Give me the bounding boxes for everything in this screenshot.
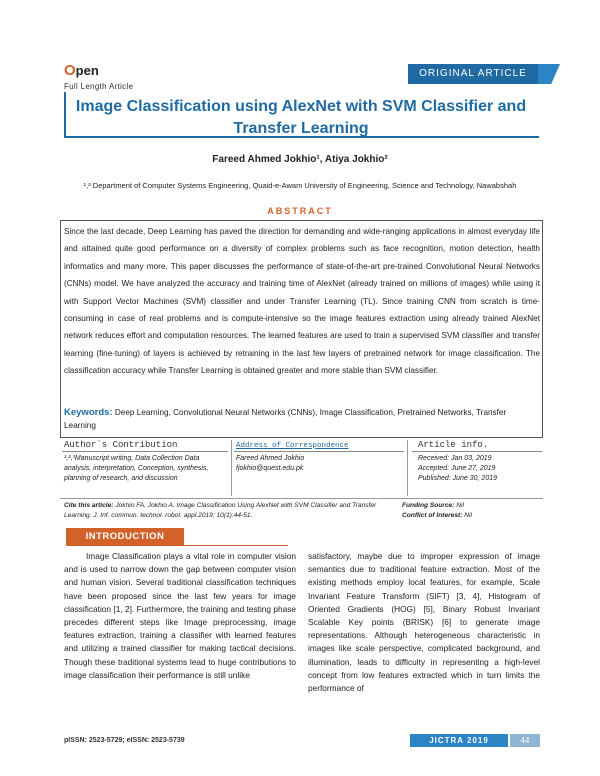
keywords-list: Deep Learning, Convolutional Neural Networks (CNNs), Image Classification, Pretrained Networks, Transfer Learning (64, 408, 507, 430)
footer-journal: JICTRA 2019 (410, 734, 508, 747)
article-info-rule (412, 451, 542, 452)
contribution-heading: Author`s Contribution (64, 440, 178, 450)
correspondence-heading[interactable]: Address of Correspondence (236, 442, 349, 450)
keywords-label: Keywords: (64, 407, 113, 418)
article-info-dates (418, 454, 542, 484)
body-right-column: satisfactory, maybe due to improper expression of image semantics due to traditional feature extraction. Most of the existing methods employ local features, for example, Scale Invariant Feature Transform (SIFT) [3, 4], Histogram of Oriented Gradients (HOG) [5], Binary Robust Invariant Scalable Key points (BRISK) [6] to generate image representations. Although heterogeneous characteristic in images like scale perspective, complicated background, and illumination, leads to difficulty in representing a high-level concept from low features extracted which in turn limits the performance of (308, 551, 540, 694)
abstract-heading: ABSTRACT (267, 206, 333, 216)
article-type-subtitle: Full Length Article (64, 82, 134, 91)
funding-label: Funding Source: (402, 502, 455, 509)
introduction-rule (184, 545, 288, 546)
citation-label: Cite this article: (64, 502, 114, 509)
footer-issn: pISSN: 2523-5729; eISSN: 2523-5739 (64, 737, 185, 744)
contribution-text: ¹,²,³Manuscript writing, Data Collection Data analysis, interpretation, Conception, synthesis, planning of research, and discussion (64, 455, 209, 482)
correspondence-details (236, 454, 402, 474)
correspondence-rule (234, 451, 404, 452)
page-number: 44 (510, 734, 540, 747)
introduction-heading: INTRODUCTION (66, 528, 184, 546)
published-date: Published: June 30, 2019 (418, 475, 498, 482)
abstract-text: Since the last decade, Deep Learning has paved the direction for demanding and wide-ranging applications in almost everyday life and attained quite good performance on a diversity of complex problems such as face recognition, motion detection, health informatics and many more. This paper discusses the performance of state-of-the-art pre-trained Convolutional Neural Networks (CNNs) model. We have analyzed the accuracy and training time of AlexNet (already trained on millions of images) while using it with Support Vector Machines (SVM) classifier and under Transfer Learning (TL). Since training CNN from scratch is time-consuming in case of real problems and is compute-intensive so the image features extraction using already trained AlexNet network reduces effort and computation resources. The learned features are used to train a supervised SVM classifier and transfer learning (fine-tuning) of layers is achieved by retraining in the last few layers of pretrained network for image classification. The classification accuracy while Transfer Learning is obtained greater and more stable than SVM classifier. (64, 227, 540, 376)
affiliation: ¹,² Department of Computer Systems Engineering, Quaid-e-Awam University of Engineering, Science and Technology, Nawabshah (83, 181, 517, 190)
received-date: Received: Jan 03, 2019 (418, 455, 492, 462)
correspondence-email[interactable]: fjokhio@quest.edu.pk (236, 465, 304, 472)
correspondence-name: Fareed Ahmed Jokhio (236, 455, 305, 462)
paper-title: Image Classification using AlexNet with SVM Classifier and Transfer Learning (75, 98, 527, 137)
accepted-date: Accepted: June 27, 2019 (418, 465, 496, 472)
authors: Fareed Ahmed Jokhio¹, Atiya Jokhio² (212, 154, 388, 165)
article-info-heading: Article info. (418, 440, 489, 450)
citation-text: Jokhio FA, Jokhio A. Image Classification Using AlexNet with SVM Classifier and Transfer Learning. J. Inf. commun. technol. robot. appl.2019; 10(1):44-51. (64, 502, 377, 519)
funding-info (402, 501, 472, 521)
body-left-column: Image Classification plays a vital role in computer vision and is used to narrow down the gap between computer vision and human vision. Several traditional classification techniques have been proposed since the last few years for image classification [1, 2]. Furthermore, the training and testing phase precedes different steps like Image preprocessing, image features extraction, training a classifier with learned features and utilizing a trained classifier for making tactical decisions. Though these traditional systems lead to huge contributions to image classification their performance is still unlike (64, 551, 296, 680)
citation (64, 501, 384, 521)
conflict-label: Conflict of Interest: (402, 512, 463, 519)
journal-logo: Open (64, 62, 99, 79)
funding-value: Nil (456, 502, 464, 509)
column-divider (407, 440, 408, 496)
contribution-rule (62, 451, 228, 452)
badge-decoration (538, 64, 560, 84)
conflict-value: Nil (464, 512, 472, 519)
column-divider (231, 440, 232, 496)
original-article-badge: ORIGINAL ARTICLE (408, 64, 538, 84)
keywords (64, 406, 540, 432)
